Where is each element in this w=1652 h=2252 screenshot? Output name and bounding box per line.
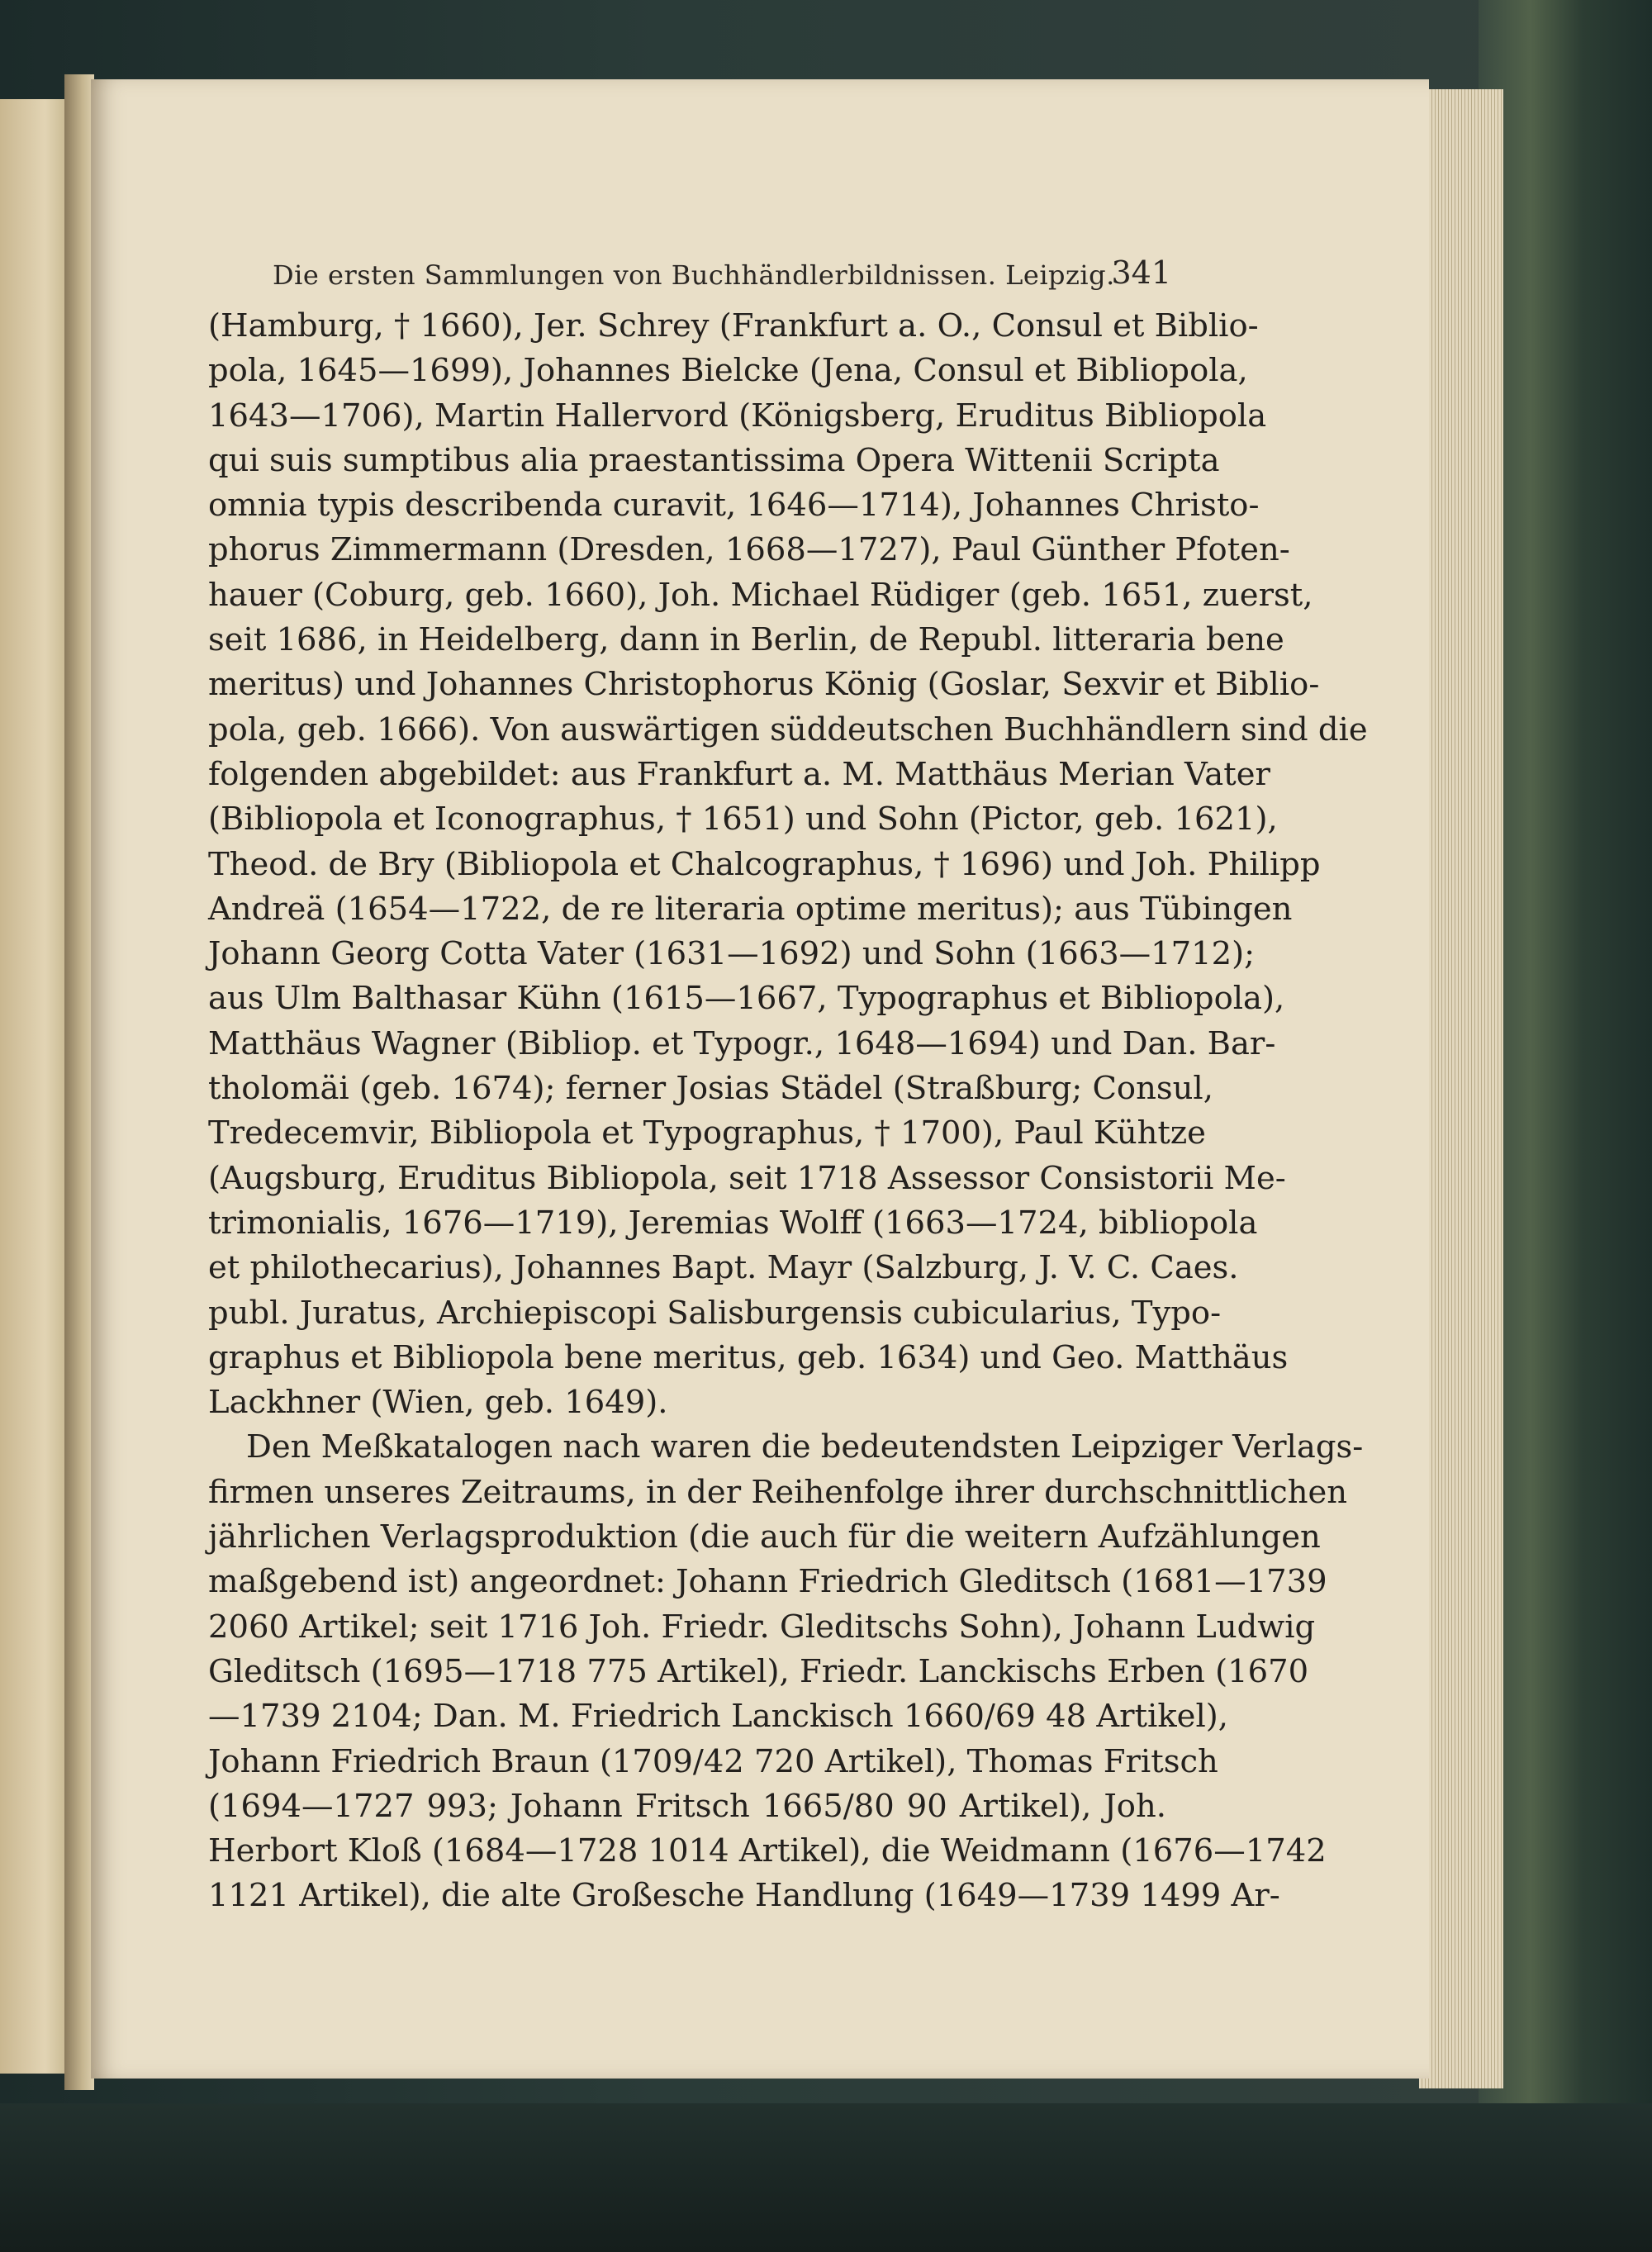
text-line: Herbort Kloß (1684—1728 1014 Artikel), die Weidmann (1676—1742 — [208, 1832, 1327, 1870]
text-line: pola, 1645—1699), Johannes Bielcke (Jena, Consul et Bibliopola, — [208, 352, 1248, 390]
text-line: trimonialis, 1676—1719), Jeremias Wolff (1663—1724, bibliopola — [208, 1204, 1258, 1242]
page-header — [273, 254, 1171, 297]
text-line: publ. Juratus, Archiepiscopi Salisburgensis cubicularius, Typo- — [208, 1294, 1222, 1332]
text-line: omnia typis describenda curavit, 1646—1714), Johannes Christo- — [208, 487, 1260, 525]
book-gutter — [64, 74, 94, 2090]
text-line: meritus) und Johannes Christophorus König (Goslar, Sexvir et Biblio- — [208, 666, 1320, 704]
text-line: hauer (Coburg, geb. 1660), Joh. Michael Rüdiger (geb. 1651, zuerst, — [208, 576, 1313, 614]
facing-page-edge — [0, 99, 64, 2074]
text-line: aus Ulm Balthasar Kühn (1615—1667, Typographus et Bibliopola), — [208, 980, 1285, 1018]
text-line: (Bibliopola et Iconographus, † 1651) und Sohn (Pictor, geb. 1621), — [208, 801, 1278, 839]
page-body-text — [208, 304, 1368, 1919]
text-line: Theod. de Bry (Bibliopola et Chalcographus, † 1696) und Joh. Philipp — [208, 845, 1321, 883]
text-line: et philothecarius), Johannes Bapt. Mayr (Salzburg, J. V. C. Caes. — [208, 1249, 1239, 1287]
text-line: maßgebend ist) angeordnet: Johann Friedrich Gleditsch (1681—1739 — [208, 1563, 1327, 1601]
page-number: 341 — [1111, 254, 1171, 291]
page-stack-edges — [1419, 89, 1503, 2088]
text-line: jährlichen Verlagsproduktion (die auch für die weitern Aufzählungen — [208, 1518, 1321, 1556]
text-line: 1643—1706), Martin Hallervord (Königsberg, Eruditus Bibliopola — [208, 397, 1267, 435]
text-line: —1739 2104; Dan. M. Friedrich Lanckisch 1660/69 48 Artikel), — [208, 1698, 1229, 1736]
text-line: seit 1686, in Heidelberg, dann in Berlin, de Republ. litteraria bene — [208, 621, 1284, 659]
text-line: folgenden abgebildet: aus Frankfurt a. M. Matthäus Merian Vater — [208, 755, 1270, 793]
text-line: Den Meßkatalogen nach waren die bedeutendsten Leipziger Verlags- — [246, 1428, 1364, 1466]
text-line: 2060 Artikel; seit 1716 Joh. Friedr. Gleditschs Sohn), Johann Ludwig — [208, 1608, 1316, 1646]
text-line: graphus et Bibliopola bene meritus, geb. 1634) und Geo. Matthäus — [208, 1338, 1289, 1376]
text-line: pola, geb. 1666). Von auswärtigen süddeutschen Buchhändlern sind die — [208, 710, 1368, 748]
text-line: Johann Georg Cotta Vater (1631—1692) und Sohn (1663—1712); — [208, 935, 1256, 973]
text-line: Johann Friedrich Braun (1709/42 720 Artikel), Thomas Fritsch — [208, 1742, 1218, 1780]
text-line: Matthäus Wagner (Bibliop. et Typogr., 1648—1694) und Dan. Bar- — [208, 1024, 1276, 1062]
text-line: Lackhner (Wien, geb. 1649). — [208, 1384, 668, 1422]
text-line: (1694—1727 993; Johann Fritsch 1665/80 90 Artikel), Joh. — [208, 1787, 1166, 1825]
text-line: tholomäi (geb. 1674); ferner Josias Städel (Straßburg; Consul, — [208, 1070, 1213, 1108]
text-line: qui suis sumptibus alia praestantissima Opera Wittenii Scripta — [208, 441, 1220, 479]
book-cover-edge — [1479, 0, 1652, 2252]
text-line: Gleditsch (1695—1718 775 Artikel), Friedr. Lanckischs Erben (1670 — [208, 1652, 1309, 1690]
text-line: (Augsburg, Eruditus Bibliopola, seit 1718 Assessor Consistorii Me- — [208, 1159, 1286, 1197]
text-line: firmen unseres Zeitraums, in der Reihenfolge ihrer durchschnittlichen — [208, 1473, 1348, 1511]
text-line: Andreä (1654—1722, de re literaria optime meritus); aus Tübingen — [208, 890, 1293, 928]
text-line: 1121 Artikel), die alte Großesche Handlung (1649—1739 1499 Ar- — [208, 1877, 1280, 1915]
text-line: Tredecemvir, Bibliopola et Typographus, † 1700), Paul Kühtze — [208, 1114, 1206, 1152]
running-title: Die ersten Sammlungen von Buchhändlerbildnissen. Leipzig. — [273, 259, 1115, 291]
book-cover-bottom — [0, 2103, 1652, 2252]
text-line: phorus Zimmermann (Dresden, 1668—1727), Paul Günther Pfoten- — [208, 531, 1290, 569]
text-line: (Hamburg, † 1660), Jer. Schrey (Frankfurt a. O., Consul et Biblio- — [208, 307, 1259, 344]
